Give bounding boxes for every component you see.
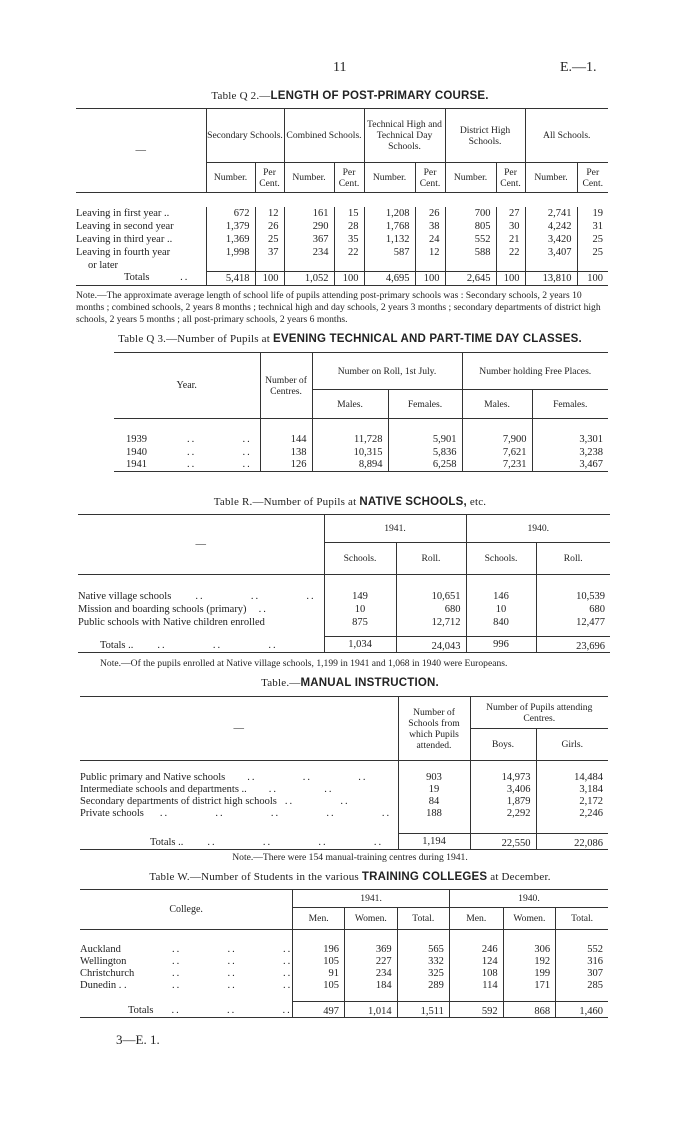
page-reference: E.—1. <box>560 60 597 75</box>
totals-row: Totals .. .. .. 497 1,014 1,511 592 868 1,460 <box>80 1002 608 1018</box>
q3-free-head: Number holding Free Places. <box>462 353 608 390</box>
table-q3 <box>114 352 608 472</box>
q2-sub-number: Number. <box>206 163 255 193</box>
page-footer: 3—E. 1. <box>116 1032 160 1047</box>
q2-sub-number: Number. <box>284 163 334 193</box>
q2-row-continuation: or later <box>88 259 119 271</box>
table-q2 <box>76 108 608 286</box>
r-schools-head: Schools. <box>324 543 396 575</box>
totals-row: Totals .. .. .. .. 1,034 24,043 996 23,696 <box>78 637 610 653</box>
table-row: 1939 .. .. 144 11,728 5,901 7,900 3,301 <box>114 433 608 446</box>
q2-sub-percent: Per Cent. <box>496 163 525 193</box>
table-row: Intermediate schools and departments .. .. .. 19 3,406 3,184 <box>80 784 608 796</box>
q2-sub-number: Number. <box>445 163 496 193</box>
q2-sub-number: Number. <box>525 163 577 193</box>
table-w <box>80 889 608 1018</box>
q2-sub-percent: Per Cent. <box>334 163 364 193</box>
w-total-head: Total. <box>397 908 449 930</box>
q2-note: Note.—The approximate average length of school life of pupils attending post-primary schools was : Secondary schools, 2 years 10 months ; combined schools, 2 years 8 months ; technical high and day schools, 2 years 3 months ; secondary departments of district high schools, 2 years 5 months ; all post-primary schools, 2 years 6 months. <box>76 290 601 325</box>
table-manual-title: Table.—MANUAL INSTRUCTION. <box>261 677 439 689</box>
q3-roll-head: Number on Roll, 1st July. <box>312 353 462 390</box>
r-year-head: 1941. <box>324 515 466 543</box>
q2-sub-percent: Per Cent. <box>577 163 608 193</box>
q2-group-head: All Schools. <box>525 109 608 163</box>
table-row: Leaving in fourth year 1,998 37 234 22 587 12 588 22 3,407 25 <box>76 246 608 259</box>
m-blank-head: — <box>233 723 244 734</box>
w-women-head: Women. <box>345 908 398 930</box>
m-schools-head: Number of Schools from which Pupils attended. <box>398 697 470 761</box>
w-men-head: Men. <box>449 908 503 930</box>
table-row: Dunedin . . .. .. .. 105 184 289 114 171 285 <box>80 980 608 992</box>
page-header <box>0 60 700 80</box>
table-row: Christchurch .. .. .. 91 234 325 108 199 307 <box>80 968 608 980</box>
table-q2-title: Table Q 2.—LENGTH OF POST-PRIMARY COURSE. <box>211 90 489 102</box>
table-manual <box>80 696 608 850</box>
table-row: 1941 .. .. 126 8,894 6,258 7,231 3,467 <box>114 459 608 472</box>
w-year-head: 1940. <box>449 890 608 908</box>
table-row: Leaving in second year 1,379 26 290 28 1,768 38 805 30 4,242 31 <box>76 220 608 233</box>
table-row: Public primary and Native schools .. .. .. 903 14,973 14,484 <box>80 772 608 784</box>
totals-row: Totals .. 5,418 100 1,052 100 4,695 100 2,645 100 13,810 100 <box>76 271 608 285</box>
table-r <box>78 514 610 653</box>
m-note: Note.—There were 154 manual-training centres during 1941. <box>232 852 468 863</box>
q2-sub-percent: Per Cent. <box>255 163 284 193</box>
table-row: Leaving in third year .. 1,369 25 367 35 1,132 24 552 21 3,420 25 <box>76 233 608 246</box>
r-year-head: 1940. <box>466 515 610 543</box>
w-year-head: 1941. <box>293 890 450 908</box>
r-blank-head: — <box>195 539 206 550</box>
q3-centres-head: Number of Centres. <box>260 353 312 419</box>
q3-females-head: Females. <box>532 390 608 419</box>
totals-row: Totals .. .. .. .. .. 1,194 22,550 22,086 <box>80 834 608 850</box>
table-row: Mission and boarding schools (primary) .. 10 680 10 680 <box>78 603 610 616</box>
q2-sub-number: Number. <box>364 163 415 193</box>
q2-sub-percent: Per Cent. <box>415 163 445 193</box>
w-men-head: Men. <box>293 908 345 930</box>
w-college-head: College. <box>169 904 203 915</box>
table-r-title: Table R.—Number of Pupils at NATIVE SCHOOLS, etc. <box>213 496 487 508</box>
q2-group-head: Technical High and Technical Day Schools. <box>364 109 445 163</box>
q2-group-head: District High Schools. <box>445 109 525 163</box>
table-q3-title: Table Q 3.—Number of Pupils at EVENING TECHNICAL AND PART-TIME DAY CLASSES. <box>118 333 582 345</box>
table-row: Auckland .. .. .. 196 369 565 246 306 552 <box>80 944 608 956</box>
q3-year-head: Year. <box>176 380 197 391</box>
w-total-head: Total. <box>556 908 608 930</box>
r-note: Note.—Of the pupils enrolled at Native village schools, 1,199 in 1941 and 1,068 in 1940 were Europeans. <box>100 658 508 669</box>
table-row: Private schools .. .. .. .. .. 188 2,292 2,246 <box>80 808 608 820</box>
q3-males-head: Males. <box>312 390 388 419</box>
table-w-title: Table W.—Number of Students in the various TRAINING COLLEGES at December. <box>149 871 551 883</box>
q2-group-head: Secondary Schools. <box>206 109 284 163</box>
table-row: Leaving in first year .. 672 12 161 15 1,208 26 700 27 2,741 19 <box>76 207 608 220</box>
q2-group-head: Combined Schools. <box>284 109 364 163</box>
q3-males-head: Males. <box>462 390 532 419</box>
m-pupils-head: Number of Pupils attending Centres. <box>470 697 608 729</box>
m-girls-head: Girls. <box>536 729 608 761</box>
w-women-head: Women. <box>503 908 556 930</box>
r-schools-head: Schools. <box>466 543 536 575</box>
m-boys-head: Boys. <box>470 729 536 761</box>
q2-blank-head: — <box>135 145 146 156</box>
table-row: Native village schools .. .. .. 149 10,651 146 10,539 <box>78 590 610 603</box>
r-roll-head: Roll. <box>536 543 610 575</box>
table-row: Secondary departments of district high schools .. .. 84 1,879 2,172 <box>80 796 608 808</box>
r-roll-head: Roll. <box>396 543 466 575</box>
q3-females-head: Females. <box>388 390 462 419</box>
table-row: Wellington .. .. .. 105 227 332 124 192 316 <box>80 956 608 968</box>
page-number: 11 <box>333 60 347 75</box>
table-row: 1940 .. .. 138 10,315 5,836 7,621 3,238 <box>114 446 608 459</box>
table-row: Public schools with Native children enrolled 875 12,712 840 12,477 <box>78 616 610 629</box>
